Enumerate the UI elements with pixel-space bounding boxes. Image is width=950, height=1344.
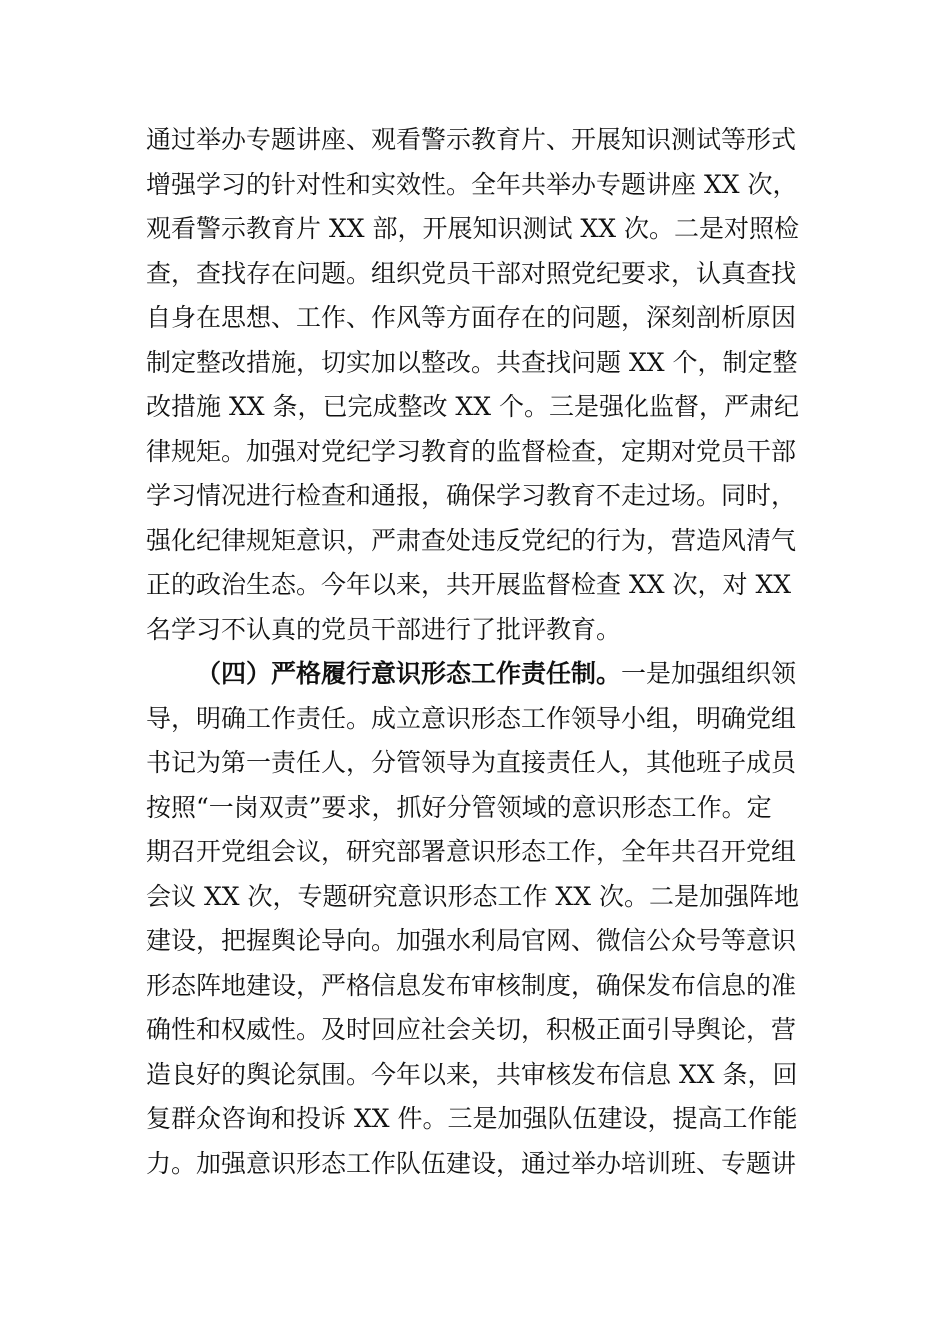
text-line: 增强学习的针对性和实效性。全年共举办专题讲座 XX 次，: [146, 169, 798, 199]
text-line: 按照“一岗双责”要求，抓好分管领域的意识形态工作。定: [146, 792, 772, 822]
text-line: 造良好的舆论氛围。今年以来，共审核发布信息 XX 条，回: [146, 1059, 798, 1089]
text-line: 期召开党组会议，研究部署意识形态工作，全年共召开党组: [146, 837, 797, 866]
section-heading: （四）严格履行意识形态工作责任制。: [196, 659, 622, 688]
text-line: 力。加强意识形态工作队伍建设，通过举办培训班、专题讲: [146, 1148, 797, 1178]
text-line: 观看警示教育片 XX 部，开展知识测试 XX 次。二是对照检: [146, 214, 799, 243]
text-line: 自身在思想、工作、作风等方面存在的问题，深刻剖析原因: [146, 303, 797, 332]
text-line: 强化纪律规矩意识，严肃查处违反党纪的行为，营造风清气: [146, 525, 797, 555]
text-line: 查，查找存在问题。组织党员干部对照党纪要求，认真查找: [146, 258, 797, 288]
document-body: [146, 118, 806, 1186]
text-line: 正的政治生态。今年以来，共开展监督检查 XX 次，对 XX: [146, 570, 792, 599]
text-line: 会议 XX 次，专题研究意识形态工作 XX 次。二是加强阵地: [146, 881, 799, 911]
text-line: 学习情况进行检查和通报，确保学习教育不走过场。同时，: [146, 481, 797, 510]
paragraph-2: [146, 652, 806, 1186]
text-line: 形态阵地建设，严格信息发布审核制度，确保发布信息的准: [146, 970, 797, 1000]
paragraph-1: [146, 118, 806, 652]
text-line: 改措施 XX 条，已完成整改 XX 个。三是强化监督，严肃纪: [146, 392, 799, 421]
text-line: 建设，把握舆论导向。加强水利局官网、微信公众号等意识: [146, 926, 797, 955]
text-line: 制定整改措施，切实加以整改。共查找问题 XX 个，制定整: [146, 347, 798, 377]
text-line: 通过举办专题讲座、观看警示教育片、开展知识测试等形式: [146, 125, 797, 154]
text-line: 律规矩。加强对党纪学习教育的监督检查，定期对党员干部: [146, 436, 797, 466]
text-line: 书记为第一责任人，分管领导为直接责任人，其他班子成员: [146, 748, 797, 777]
paragraph-first-line: [146, 652, 806, 697]
text-line: 导，明确工作责任。成立意识形态工作领导小组，明确党组: [146, 703, 797, 733]
text-line: 复群众咨询和投诉 XX 件。三是加强队伍建设，提高工作能: [146, 1104, 798, 1133]
text-line: 确性和权威性。及时回应社会关切，积极正面引导舆论，营: [146, 1015, 797, 1044]
text-line: 名学习不认真的党员干部进行了批评教育。: [146, 614, 622, 644]
text-span: 一是加强组织领: [621, 659, 797, 688]
